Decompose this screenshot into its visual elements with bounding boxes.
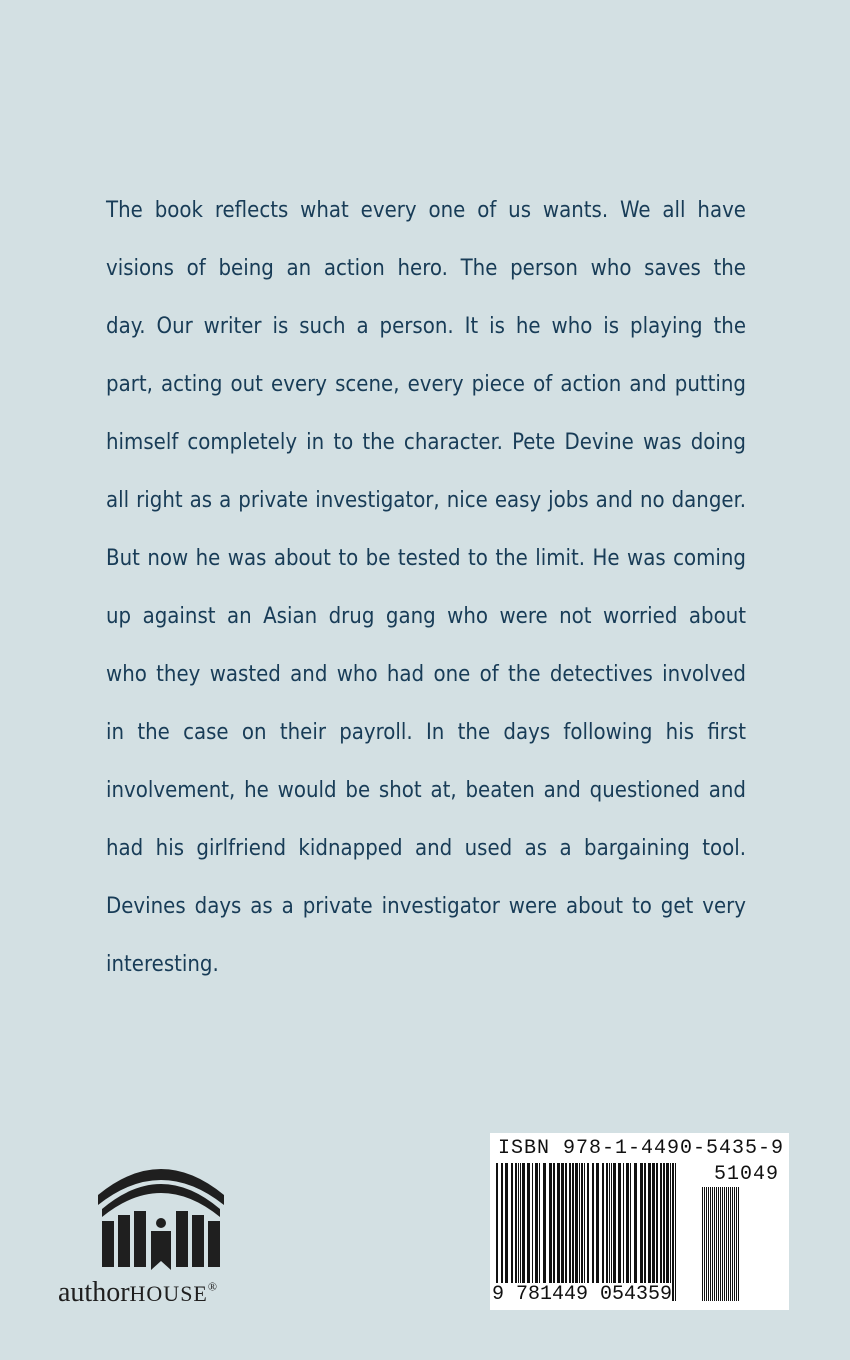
barcode-bar (602, 1163, 604, 1287)
barcode-bar (656, 1163, 658, 1287)
ean-barcode-bars (496, 1163, 700, 1301)
barcode-bar (557, 1163, 560, 1287)
barcode-bar (611, 1163, 612, 1287)
barcode-bar (569, 1163, 571, 1287)
blurb-line: who they wasted and who had one of the detectives involved (106, 662, 746, 687)
barcode-bar (640, 1163, 643, 1287)
barcode-bar (575, 1163, 578, 1287)
back-cover-blurb (106, 182, 746, 994)
barcode-bar (596, 1163, 599, 1287)
registered-mark: ® (207, 1279, 217, 1294)
blurb-line: involvement, he would be shot at, beaten and questioned and (106, 778, 746, 803)
blurb-line: up against an Asian drug gang who were not worried about (106, 604, 746, 629)
barcode-bar (704, 1187, 705, 1301)
barcode-bar (716, 1187, 717, 1301)
barcode-bar (648, 1163, 651, 1287)
barcode-bar (732, 1187, 733, 1301)
barcode-bar (579, 1163, 580, 1287)
barcode-bar (724, 1187, 725, 1301)
barcode-bar (652, 1163, 655, 1287)
barcode-bar (565, 1163, 567, 1287)
barcode-bar (543, 1163, 546, 1287)
barcode-bar (706, 1187, 707, 1301)
barcode-bar (511, 1163, 513, 1287)
barcode-bar (708, 1187, 709, 1301)
barcode-bar (630, 1163, 631, 1287)
barcode-bar (609, 1163, 610, 1287)
ean-digits: 9 781449 054359 (492, 1283, 673, 1306)
barcode-bar (496, 1163, 498, 1301)
barcode-bar (527, 1163, 530, 1287)
isbn-number: ISBN 978-1-4490-5435-9 (498, 1137, 785, 1160)
barcode-bar (722, 1187, 723, 1301)
barcode-bar (532, 1163, 533, 1287)
barcode-bar (714, 1187, 715, 1301)
barcode-bar (634, 1163, 637, 1287)
price-code: 51049 (713, 1163, 779, 1186)
barcode-bar (522, 1163, 525, 1287)
isbn-barcode (490, 1133, 789, 1310)
barcode-bar (606, 1163, 608, 1287)
blurb-line: day. Our writer is such a person. It is he who is playing the (106, 314, 746, 339)
addon-barcode-bars (702, 1187, 782, 1301)
barcode-bar (553, 1163, 555, 1287)
barcode-bar (518, 1163, 519, 1287)
publisher-wordmark (58, 1277, 217, 1309)
blurb-line: Devines days as a private investigator were about to get very (106, 894, 746, 919)
barcode-bar (663, 1163, 665, 1287)
blurb-line: But now he was about to be tested to the limit. He was coming (106, 546, 746, 571)
barcode-bar (666, 1163, 669, 1287)
barcode-bar (626, 1163, 629, 1287)
blurb-line: in the case on their payroll. In the days following his first (106, 720, 746, 745)
barcode-bar (561, 1163, 564, 1287)
barcode-bar (501, 1163, 503, 1301)
blurb-line: had his girlfriend kidnapped and used as a bargaining tool. (106, 836, 746, 861)
barcode-bar (618, 1163, 621, 1287)
barcode-bar (660, 1163, 662, 1287)
blurb-line: The book reflects what every one of us wants. We all have (106, 198, 746, 223)
blurb-line-last: interesting. (106, 952, 219, 977)
blurb-line: visions of being an action hero. The person who saves the (106, 256, 746, 281)
barcode-bar (581, 1163, 583, 1287)
barcode-bar (623, 1163, 624, 1287)
barcode-bar (720, 1187, 721, 1301)
barcode-bar (734, 1187, 735, 1301)
barcode-bar (675, 1163, 676, 1301)
barcode-bar (672, 1163, 674, 1301)
wordmark-lower: author (58, 1277, 130, 1308)
authorhouse-house-book-icon (96, 1165, 226, 1270)
barcode-bar (728, 1187, 729, 1301)
barcode-bar (702, 1187, 703, 1301)
barcode-bar (520, 1163, 521, 1287)
barcode-bar (726, 1187, 727, 1301)
blurb-line: part, acting out every scene, every piece of action and putting (106, 372, 746, 397)
barcode-bar (505, 1163, 508, 1287)
barcode-bar (613, 1163, 616, 1287)
barcode-bar (644, 1163, 646, 1287)
barcode-bar (592, 1163, 594, 1287)
barcode-bar (738, 1187, 739, 1301)
barcode-bar (539, 1163, 540, 1287)
blurb-line: all right as a private investigator, nice easy jobs and no danger. (106, 488, 746, 513)
barcode-bar (587, 1163, 589, 1301)
barcode-bar (712, 1187, 713, 1301)
blurb-line: himself completely in to the character. Pete Devine was doing (106, 430, 746, 455)
barcode-bar (718, 1187, 719, 1301)
barcode-bar (549, 1163, 552, 1287)
barcode-bar (572, 1163, 574, 1287)
barcode-bar (515, 1163, 517, 1287)
barcode-bar (730, 1187, 731, 1301)
wordmark-upper: HOUSE (129, 1281, 208, 1306)
barcode-bar (736, 1187, 737, 1301)
barcode-bar (670, 1163, 671, 1287)
barcode-bar (535, 1163, 538, 1287)
barcode-bar (584, 1163, 585, 1301)
publisher-logo (58, 1165, 273, 1320)
barcode-bar (710, 1187, 711, 1301)
